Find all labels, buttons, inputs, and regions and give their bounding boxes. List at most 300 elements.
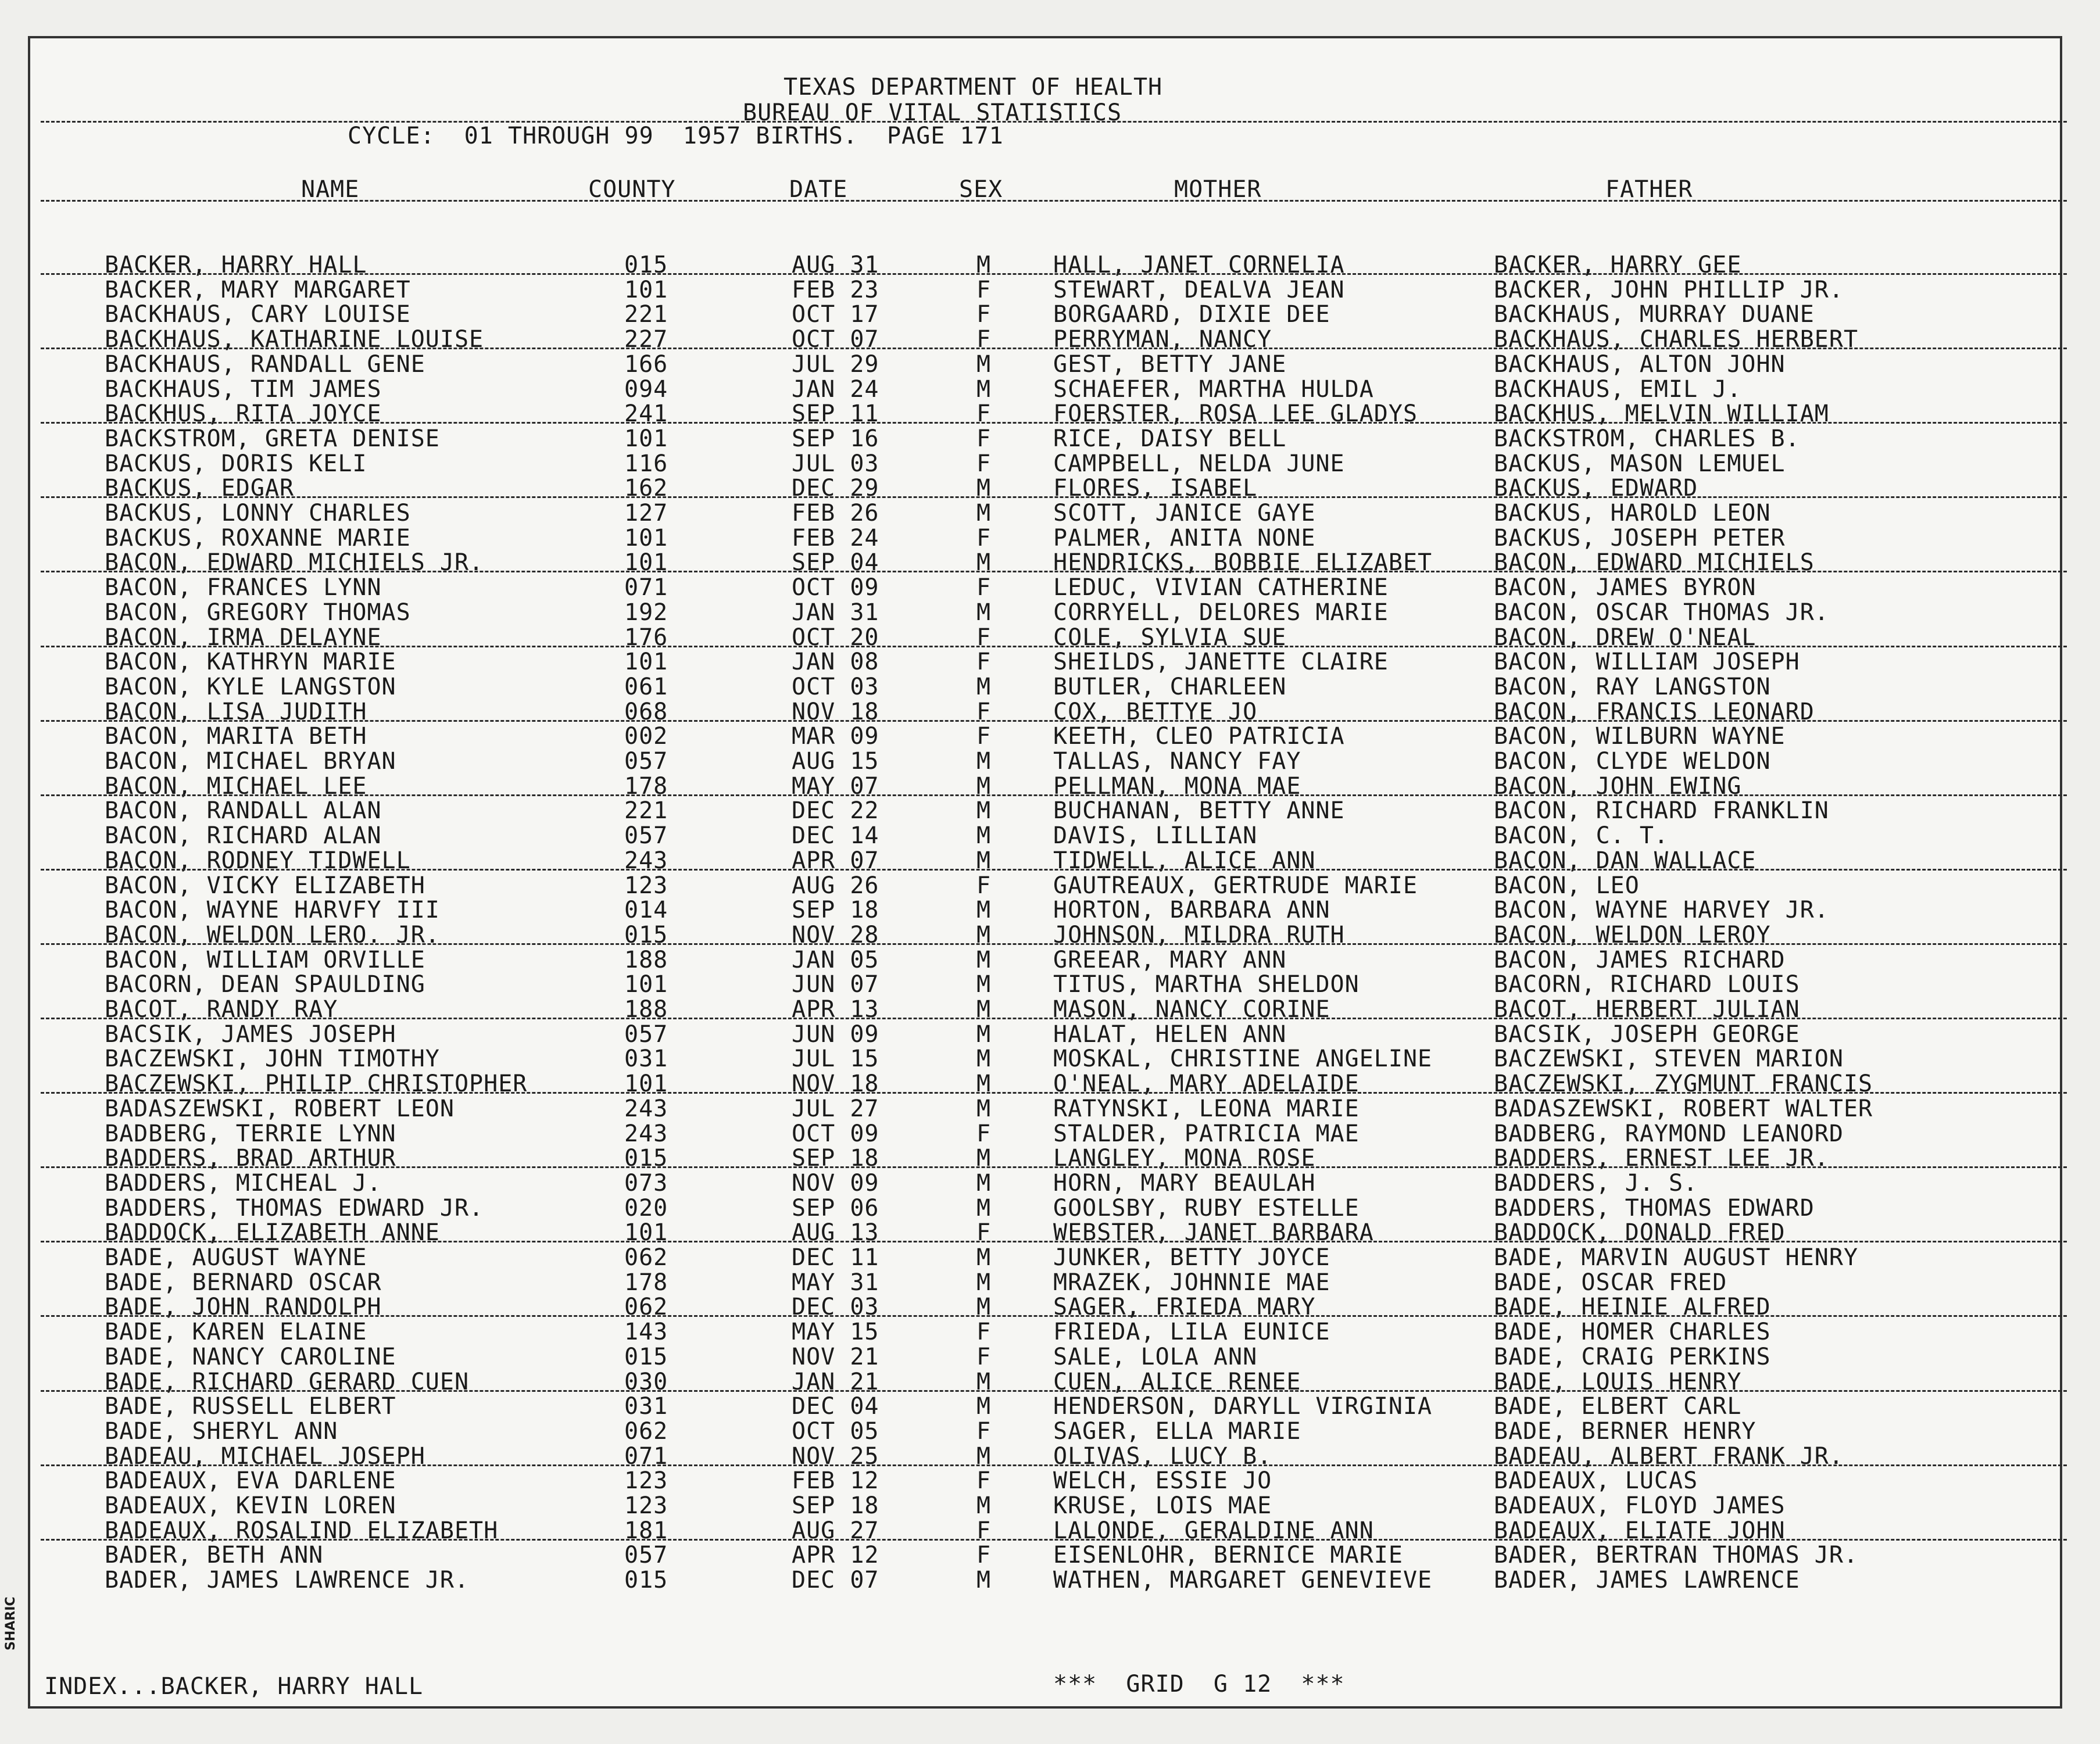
cell-date: DEC 14 — [792, 822, 879, 850]
cell-father: BACKER, HARRY GEE — [1494, 252, 1742, 278]
cell-sex: M — [976, 1244, 992, 1271]
cell-date: DEC 11 — [792, 1244, 879, 1271]
cell-county: 031 — [624, 1045, 668, 1073]
cell-sex: M — [976, 996, 992, 1023]
cell-county: 071 — [624, 574, 668, 601]
cell-name: BADDERS, BRAD ARTHUR — [105, 1145, 396, 1172]
cell-mother: SCHAEFER, MARTHA HULDA — [1053, 375, 1374, 403]
cell-father: BADE, ELBERT CARL — [1494, 1393, 1742, 1420]
column-header-county: COUNTY — [588, 176, 676, 203]
cell-county: 061 — [624, 673, 668, 700]
cell-date: DEC 03 — [792, 1294, 879, 1321]
cell-sex: M — [976, 500, 992, 527]
cell-sex: M — [976, 1393, 992, 1420]
row-rule — [41, 1390, 2067, 1392]
cell-mother: CAMPBELL, NELDA JUNE — [1053, 450, 1345, 477]
cell-father: BACON, DAN WALLACE — [1494, 847, 1756, 874]
cell-father: BACORN, RICHARD LOUIS — [1494, 971, 1800, 998]
cell-father: BACZEWSKI, STEVEN MARION — [1494, 1045, 1844, 1073]
cell-name: BACKHAUS, KATHARINE LOUISE — [105, 326, 484, 353]
cell-mother: WEBSTER, JANET BARBARA — [1053, 1219, 1374, 1247]
cell-mother: HALAT, HELEN ANN — [1053, 1020, 1287, 1048]
cell-mother: SHEILDS, JANETTE CLAIRE — [1053, 649, 1389, 676]
column-header-rule — [41, 200, 2067, 202]
cell-sex: M — [976, 475, 992, 502]
cell-name: BACOT, RANDY RAY — [105, 996, 338, 1023]
cell-name: BADEAUX, KEVIN LOREN — [105, 1492, 396, 1519]
cell-sex: M — [976, 375, 992, 403]
cell-name: BACKHAUS, TIM JAMES — [105, 375, 382, 403]
cell-date: JUN 09 — [792, 1020, 879, 1048]
cell-name: BACON, RICHARD ALAN — [105, 822, 382, 850]
cell-sex: F — [976, 574, 992, 601]
cell-date: SEP 16 — [792, 425, 879, 452]
row-rule — [41, 1464, 2067, 1466]
cell-name: BACZEWSKI, PHILIP CHRISTOPHER — [105, 1070, 528, 1098]
cell-sex: F — [976, 872, 992, 899]
cell-sex: F — [976, 1343, 992, 1370]
cell-sex: F — [976, 1219, 992, 1247]
cell-father: BADE, HOMER CHARLES — [1494, 1319, 1771, 1346]
cell-mother: TIDWELL, ALICE ANN — [1053, 847, 1316, 874]
cell-date: JAN 21 — [792, 1368, 879, 1395]
cell-date: NOV 28 — [792, 921, 879, 948]
cell-name: BACON, KYLE LANGSTON — [105, 673, 396, 700]
row-rule — [41, 1241, 2067, 1242]
cell-sex: F — [976, 524, 992, 552]
cell-father: BADDERS, ERNEST LEE JR. — [1494, 1145, 1829, 1172]
row-rule — [41, 1315, 2067, 1317]
cell-sex: M — [976, 748, 992, 775]
cell-county: 015 — [624, 1145, 668, 1172]
row-rule — [41, 571, 2067, 572]
cell-county: 101 — [624, 524, 668, 552]
cell-mother: LANGLEY, MONA ROSE — [1053, 1145, 1316, 1172]
cell-county: 057 — [624, 1020, 668, 1048]
cell-county: 176 — [624, 624, 668, 651]
cell-name: BACON, RODNEY TIDWELL — [105, 847, 411, 874]
cell-mother: STEWART, DEALVA JEAN — [1053, 276, 1345, 303]
cell-sex: F — [976, 1467, 992, 1495]
cell-date: FEB 23 — [792, 276, 879, 303]
cell-name: BACON, WELDON LERO. JR. — [105, 921, 440, 948]
cell-father: BACKUS, EDWARD — [1494, 475, 1698, 502]
cell-date: NOV 18 — [792, 698, 879, 725]
cell-name: BACKHAUS, RANDALL GENE — [105, 350, 425, 378]
cell-county: 062 — [624, 1244, 668, 1271]
cell-sex: M — [976, 822, 992, 850]
cell-father: BADBERG, RAYMOND LEANORD — [1494, 1120, 1844, 1147]
cell-sex: M — [976, 1294, 992, 1321]
cell-name: BADE, RUSSELL ELBERT — [105, 1393, 396, 1420]
cell-county: 116 — [624, 450, 668, 477]
cell-name: BADDOCK, ELIZABETH ANNE — [105, 1219, 440, 1247]
cell-name: BADE, JOHN RANDOLPH — [105, 1294, 382, 1321]
cell-sex: M — [976, 797, 992, 825]
cell-county: 188 — [624, 946, 668, 973]
cell-name: BACZEWSKI, JOHN TIMOTHY — [105, 1045, 440, 1073]
cell-mother: WATHEN, MARGARET GENEVIEVE — [1053, 1567, 1433, 1594]
cell-county: 015 — [624, 921, 668, 948]
cell-mother: COLE, SYLVIA SUE — [1053, 624, 1287, 651]
cell-county: 101 — [624, 971, 668, 998]
cell-name: BADE, KAREN ELAINE — [105, 1319, 367, 1346]
row-rule — [41, 1166, 2067, 1168]
row-rule — [41, 943, 2067, 945]
cell-date: OCT 09 — [792, 1120, 879, 1147]
cell-date: APR 12 — [792, 1542, 879, 1569]
cell-date: JAN 24 — [792, 375, 879, 403]
cell-father: BACON, WILBURN WAYNE — [1494, 723, 1786, 750]
cell-county: 015 — [624, 1567, 668, 1594]
cell-date: AUG 15 — [792, 748, 879, 775]
cell-sex: M — [976, 1442, 992, 1470]
cell-mother: GREEAR, MARY ANN — [1053, 946, 1287, 973]
cell-sex: F — [976, 723, 992, 750]
cell-name: BADE, RICHARD GERARD CUEN — [105, 1368, 470, 1395]
cell-father: BACON, RICHARD FRANKLIN — [1494, 797, 1829, 825]
cell-father: BACKHAUS, MURRAY DUANE — [1494, 301, 1815, 328]
cell-mother: GOOLSBY, RUBY ESTELLE — [1053, 1194, 1360, 1222]
cell-mother: STALDER, PATRICIA MAE — [1053, 1120, 1360, 1147]
cell-name: BACKER, MARY MARGARET — [105, 276, 411, 303]
cell-father: BACON, CLYDE WELDON — [1494, 748, 1771, 775]
cell-father: BACOT, HERBERT JULIAN — [1494, 996, 1800, 1023]
cell-county: 221 — [624, 797, 668, 825]
cell-father: BADE, HEINIE ALFRED — [1494, 1294, 1771, 1321]
cell-name: BACON, WAYNE HARVFY III — [105, 897, 440, 924]
cell-date: FEB 24 — [792, 524, 879, 552]
cell-date: NOV 21 — [792, 1343, 879, 1370]
cell-sex: M — [976, 1492, 992, 1519]
cell-county: 188 — [624, 996, 668, 1023]
cell-county: 101 — [624, 549, 668, 576]
cell-mother: WELCH, ESSIE JO — [1053, 1467, 1272, 1495]
cell-mother: KRUSE, LOIS MAE — [1053, 1492, 1272, 1519]
cell-name: BADE, BERNARD OSCAR — [105, 1269, 382, 1296]
cell-name: BADER, BETH ANN — [105, 1542, 324, 1569]
cell-county: 030 — [624, 1368, 668, 1395]
header-department: TEXAS DEPARTMENT OF HEALTH — [784, 74, 1163, 101]
cell-mother: EISENLOHR, BERNICE MARIE — [1053, 1542, 1403, 1569]
cell-county: 015 — [624, 1343, 668, 1370]
cell-date: OCT 03 — [792, 673, 879, 700]
cell-father: BACON, FRANCIS LEONARD — [1494, 698, 1815, 725]
cell-sex: F — [976, 400, 992, 428]
cell-name: BACON, GREGORY THOMAS — [105, 599, 411, 626]
cell-sex: F — [976, 1319, 992, 1346]
row-rule — [41, 273, 2067, 275]
cell-date: JUL 27 — [792, 1095, 879, 1122]
cell-county: 057 — [624, 1542, 668, 1569]
cell-county: 243 — [624, 1120, 668, 1147]
cell-county: 062 — [624, 1417, 668, 1445]
cell-name: BADEAUX, EVA DARLENE — [105, 1467, 396, 1495]
cell-name: BADEAUX, ROSALIND ELIZABETH — [105, 1517, 499, 1544]
cell-mother: KEETH, CLEO PATRICIA — [1053, 723, 1345, 750]
row-rule — [41, 794, 2067, 796]
row-rule — [41, 720, 2067, 722]
cell-sex: M — [976, 897, 992, 924]
cell-father: BACON, WILLIAM JOSEPH — [1494, 649, 1800, 676]
cell-county: 221 — [624, 301, 668, 328]
cell-county: 101 — [624, 425, 668, 452]
cell-father: BADE, CRAIG PERKINS — [1494, 1343, 1771, 1370]
cell-father: BACON, JOHN EWING — [1494, 772, 1742, 800]
cell-county: 062 — [624, 1294, 668, 1321]
cell-father: BACKER, JOHN PHILLIP JR. — [1494, 276, 1844, 303]
cell-date: DEC 04 — [792, 1393, 879, 1420]
cell-county: 243 — [624, 1095, 668, 1122]
cell-date: NOV 25 — [792, 1442, 879, 1470]
cell-county: 192 — [624, 599, 668, 626]
cell-name: BACON, RANDALL ALAN — [105, 797, 382, 825]
cell-mother: MRAZEK, JOHNNIE MAE — [1053, 1269, 1330, 1296]
cell-county: 162 — [624, 475, 668, 502]
cell-sex: F — [976, 1120, 992, 1147]
row-rule — [41, 1018, 2067, 1019]
header-cycle: CYCLE: 01 THROUGH 99 1957 BIRTHS. PAGE 171 — [348, 123, 1004, 149]
cell-date: JAN 31 — [792, 599, 879, 626]
cell-county: 101 — [624, 649, 668, 676]
cell-county: 241 — [624, 400, 668, 428]
column-header-father: FATHER — [1605, 176, 1693, 203]
cell-sex: M — [976, 772, 992, 800]
cell-mother: HORTON, BARBARA ANN — [1053, 897, 1330, 924]
cell-name: BADDERS, THOMAS EDWARD JR. — [105, 1194, 484, 1222]
cell-sex: M — [976, 847, 992, 874]
cell-father: BACON, WELDON LEROY — [1494, 921, 1771, 948]
cell-county: 057 — [624, 822, 668, 850]
cell-father: BACON, EDWARD MICHIELS — [1494, 549, 1815, 576]
cell-mother: JUNKER, BETTY JOYCE — [1053, 1244, 1330, 1271]
cell-father: BADE, LOUIS HENRY — [1494, 1368, 1742, 1395]
cell-date: AUG 26 — [792, 872, 879, 899]
column-header-mother: MOTHER — [1174, 176, 1262, 203]
row-rule — [41, 1539, 2067, 1541]
cell-date: MAR 09 — [792, 723, 879, 750]
cell-mother: TITUS, MARTHA SHELDON — [1053, 971, 1360, 998]
cell-father: BACKSTROM, CHARLES B. — [1494, 425, 1800, 452]
cell-county: 181 — [624, 1517, 668, 1544]
cell-mother: TALLAS, NANCY FAY — [1053, 748, 1301, 775]
cell-mother: MOSKAL, CHRISTINE ANGELINE — [1053, 1045, 1433, 1073]
cell-date: JUL 15 — [792, 1045, 879, 1073]
cell-date: DEC 29 — [792, 475, 879, 502]
cell-sex: M — [976, 1194, 992, 1222]
cell-county: 123 — [624, 1492, 668, 1519]
footer-index: INDEX...BACKER, HARRY HALL — [44, 1673, 424, 1700]
cell-date: FEB 26 — [792, 500, 879, 527]
cell-father: BACON, C. T. — [1494, 822, 1669, 850]
cell-father: BADE, BERNER HENRY — [1494, 1417, 1756, 1445]
cell-name: BACON, WILLIAM ORVILLE — [105, 946, 425, 973]
cell-date: SEP 04 — [792, 549, 879, 576]
cell-county: 143 — [624, 1319, 668, 1346]
cell-county: 031 — [624, 1393, 668, 1420]
cell-mother: SAGER, FRIEDA MARY — [1053, 1294, 1316, 1321]
cell-date: APR 07 — [792, 847, 879, 874]
cell-sex: M — [976, 1095, 992, 1122]
cell-name: BACON, LISA JUDITH — [105, 698, 367, 725]
cell-date: FEB 12 — [792, 1467, 879, 1495]
cell-mother: BORGAARD, DIXIE DEE — [1053, 301, 1330, 328]
cell-date: SEP 18 — [792, 897, 879, 924]
cell-date: OCT 07 — [792, 326, 879, 353]
cell-sex: F — [976, 450, 992, 477]
cell-mother: GAUTREAUX, GERTRUDE MARIE — [1053, 872, 1418, 899]
cell-mother: FLORES, ISABEL — [1053, 475, 1258, 502]
cell-date: MAY 07 — [792, 772, 879, 800]
cell-mother: SALE, LOLA ANN — [1053, 1343, 1258, 1370]
cell-father: BACON, RAY LANGSTON — [1494, 673, 1771, 700]
cell-name: BACKUS, LONNY CHARLES — [105, 500, 411, 527]
cell-sex: F — [976, 698, 992, 725]
cell-name: BACKHAUS, CARY LOUISE — [105, 301, 411, 328]
cell-sex: M — [976, 1169, 992, 1197]
cell-date: AUG 27 — [792, 1517, 879, 1544]
cell-name: BACON, EDWARD MICHIELS JR. — [105, 549, 484, 576]
cell-mother: FOERSTER, ROSA LEE GLADYS — [1053, 400, 1418, 428]
cell-father: BADEAUX, ELIATE JOHN — [1494, 1517, 1786, 1544]
cell-father: BACKUS, MASON LEMUEL — [1494, 450, 1786, 477]
cell-sex: M — [976, 921, 992, 948]
cell-mother: PERRYMAN, NANCY — [1053, 326, 1272, 353]
cell-mother: RATYNSKI, LEONA MARIE — [1053, 1095, 1360, 1122]
cell-father: BACKUS, JOSEPH PETER — [1494, 524, 1786, 552]
row-rule — [41, 646, 2067, 647]
cell-father: BADEAUX, LUCAS — [1494, 1467, 1698, 1495]
cell-father: BACON, LEO — [1494, 872, 1640, 899]
cell-name: BACON, VICKY ELIZABETH — [105, 872, 425, 899]
cell-county: 243 — [624, 847, 668, 874]
cell-name: BADBERG, TERRIE LYNN — [105, 1120, 396, 1147]
cell-father: BADDERS, J. S. — [1494, 1169, 1698, 1197]
cell-date: OCT 09 — [792, 574, 879, 601]
row-rule — [41, 1092, 2067, 1094]
cell-father: BADASZEWSKI, ROBERT WALTER — [1494, 1095, 1873, 1122]
cell-county: 014 — [624, 897, 668, 924]
cell-father: BACON, OSCAR THOMAS JR. — [1494, 599, 1829, 626]
cell-date: SEP 18 — [792, 1492, 879, 1519]
cell-county: 166 — [624, 350, 668, 378]
cell-county: 002 — [624, 723, 668, 750]
cell-mother: BUTLER, CHARLEEN — [1053, 673, 1287, 700]
cell-date: OCT 20 — [792, 624, 879, 651]
cell-mother: HENDERSON, DARYLL VIRGINIA — [1053, 1393, 1433, 1420]
cell-county: 123 — [624, 872, 668, 899]
cell-date: NOV 18 — [792, 1070, 879, 1098]
column-header-sex: SEX — [959, 176, 1003, 203]
cell-date: OCT 17 — [792, 301, 879, 328]
cell-county: 073 — [624, 1169, 668, 1197]
cell-date: MAY 15 — [792, 1319, 879, 1346]
cell-name: BACORN, DEAN SPAULDING — [105, 971, 425, 998]
cell-father: BACON, WAYNE HARVEY JR. — [1494, 897, 1829, 924]
cell-mother: CORRYELL, DELORES MARIE — [1053, 599, 1389, 626]
cell-sex: M — [976, 1368, 992, 1395]
cell-mother: O'NEAL, MARY ADELAIDE — [1053, 1070, 1360, 1098]
column-header-name: NAME — [301, 176, 360, 203]
cell-mother: BUCHANAN, BETTY ANNE — [1053, 797, 1345, 825]
cell-name: BACKER, HARRY HALL — [105, 252, 367, 278]
footer-grid: *** GRID G 12 *** — [1053, 1671, 1345, 1698]
cell-county: 015 — [624, 252, 668, 278]
header-rule — [41, 121, 2067, 123]
cell-sex: M — [976, 946, 992, 973]
cell-name: BACON, KATHRYN MARIE — [105, 649, 396, 676]
cell-sex: F — [976, 1542, 992, 1569]
row-rule — [41, 422, 2067, 424]
cell-sex: F — [976, 649, 992, 676]
cell-father: BACKHUS, MELVIN WILLIAM — [1494, 400, 1829, 428]
cell-mother: SAGER, ELLA MARIE — [1053, 1417, 1301, 1445]
cell-date: SEP 18 — [792, 1145, 879, 1172]
header-bureau: BUREAU OF VITAL STATISTICS — [743, 99, 1122, 126]
cell-county: 068 — [624, 698, 668, 725]
cell-name: BACKHUS, RITA JOYCE — [105, 400, 382, 428]
cell-mother: HORN, MARY BEAULAH — [1053, 1169, 1316, 1197]
cell-name: BACKUS, EDGAR — [105, 475, 295, 502]
cell-county: 101 — [624, 1070, 668, 1098]
cell-date: JAN 05 — [792, 946, 879, 973]
cell-mother: RICE, DAISY BELL — [1053, 425, 1287, 452]
cell-date: JUN 07 — [792, 971, 879, 998]
cell-county: 178 — [624, 1269, 668, 1296]
cell-sex: F — [976, 425, 992, 452]
cell-name: BADEAU, MICHAEL JOSEPH — [105, 1442, 425, 1470]
cell-father: BACON, DREW O'NEAL — [1494, 624, 1756, 651]
cell-county: 020 — [624, 1194, 668, 1222]
cell-date: APR 13 — [792, 996, 879, 1023]
cell-father: BACSIK, JOSEPH GEORGE — [1494, 1020, 1800, 1048]
cell-county: 127 — [624, 500, 668, 527]
cell-mother: FRIEDA, LILA EUNICE — [1053, 1319, 1330, 1346]
cell-name: BACKUS, ROXANNE MARIE — [105, 524, 411, 552]
cell-sex: M — [976, 1145, 992, 1172]
cell-sex: M — [976, 673, 992, 700]
cell-name: BADE, SHERYL ANN — [105, 1417, 338, 1445]
cell-sex: M — [976, 599, 992, 626]
cell-father: BACKHAUS, ALTON JOHN — [1494, 350, 1786, 378]
cell-date: AUG 13 — [792, 1219, 879, 1247]
cell-name: BADE, AUGUST WAYNE — [105, 1244, 367, 1271]
cell-date: JUL 03 — [792, 450, 879, 477]
cell-father: BADDOCK, DONALD FRED — [1494, 1219, 1786, 1247]
cell-sex: M — [976, 549, 992, 576]
cell-mother: PELLMAN, MONA MAE — [1053, 772, 1301, 800]
side-stamp: SHARIC — [3, 1596, 18, 1650]
cell-sex: M — [976, 1567, 992, 1594]
cell-name: BACSIK, JAMES JOSEPH — [105, 1020, 396, 1048]
cell-sex: F — [976, 1517, 992, 1544]
cell-date: NOV 09 — [792, 1169, 879, 1197]
cell-mother: MASON, NANCY CORINE — [1053, 996, 1330, 1023]
cell-mother: LEDUC, VIVIAN CATHERINE — [1053, 574, 1389, 601]
cell-sex: M — [976, 1070, 992, 1098]
cell-father: BACZEWSKI, ZYGMUNT FRANCIS — [1494, 1070, 1873, 1098]
cell-father: BADER, BERTRAN THOMAS JR. — [1494, 1542, 1859, 1569]
cell-county: 101 — [624, 276, 668, 303]
cell-sex: M — [976, 350, 992, 378]
row-rule — [41, 348, 2067, 349]
cell-mother: GEST, BETTY JANE — [1053, 350, 1287, 378]
cell-father: BADER, JAMES LAWRENCE — [1494, 1567, 1800, 1594]
cell-date: JAN 08 — [792, 649, 879, 676]
cell-sex: F — [976, 624, 992, 651]
cell-name: BACON, FRANCES LYNN — [105, 574, 382, 601]
column-header-date: DATE — [789, 176, 848, 203]
